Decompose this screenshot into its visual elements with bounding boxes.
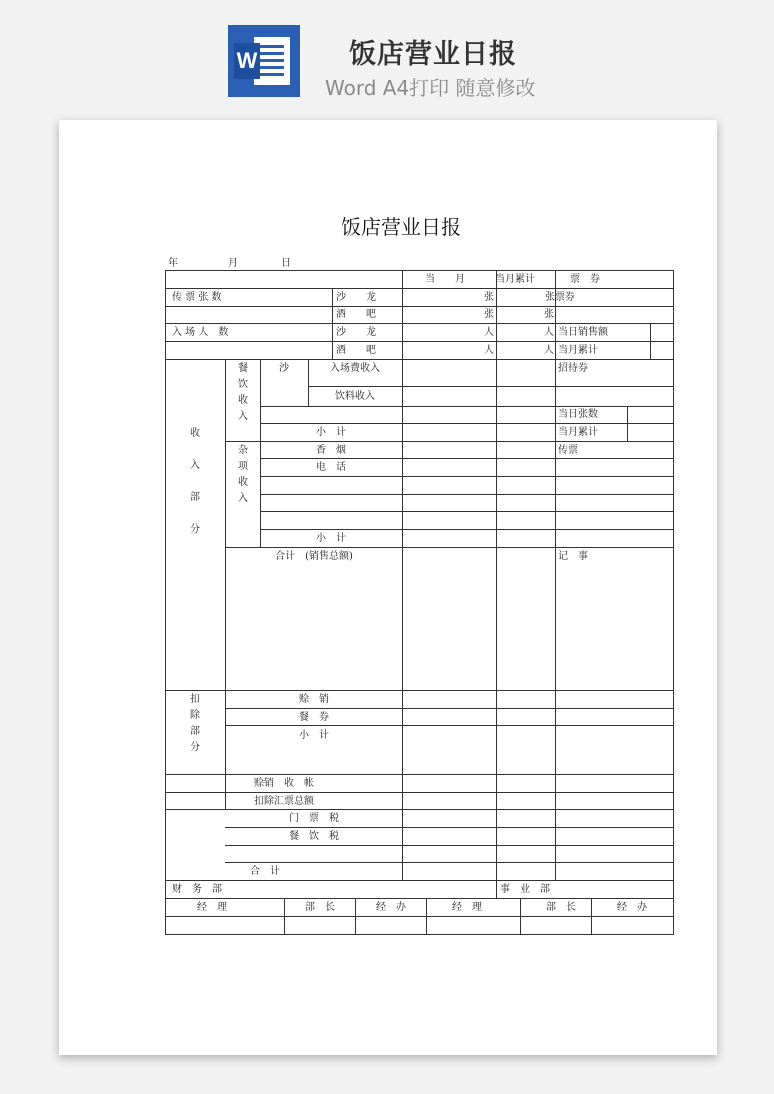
unit-zhang: 张: [484, 309, 494, 320]
entry-count-label: 入 场 人 数: [172, 327, 229, 338]
daily-count-label: 当日张数: [558, 409, 598, 420]
date-year: 年: [168, 258, 178, 269]
tickets-label: 张票券: [545, 292, 575, 303]
notes-label: 记 事: [558, 551, 588, 562]
monthly-cumulative-label: 当月累计: [558, 427, 598, 438]
drinks-income: 饮料收入: [335, 391, 375, 402]
misc-income-char: 杂: [238, 445, 248, 456]
daily-sales-label: 当日销售额: [558, 327, 608, 338]
deduction-section-char: 部: [190, 726, 200, 737]
catering-income-char: 餐: [238, 363, 248, 374]
document-title: 饭店营业日报: [341, 215, 461, 239]
total-sales-label: 合计 (销售总额): [275, 551, 353, 562]
salon-label: 沙 龙: [336, 292, 376, 303]
catering-tax-label: 餐 饮 税: [289, 831, 339, 842]
date-day: 日: [281, 258, 291, 269]
misc-subtotal: 小 计: [316, 533, 346, 544]
col-tickets: 票 券: [570, 274, 600, 285]
catering-income-char: 饮: [238, 379, 248, 390]
monthly-cumulative-label: 当月累计: [558, 345, 598, 356]
entry-fee-income: 入场费收入: [330, 363, 380, 374]
income-section-char: 部: [190, 492, 200, 503]
catering-subtotal: 小 计: [316, 427, 346, 438]
unit-ren: 人: [544, 327, 554, 338]
finance-dept-head: 部 长: [305, 902, 335, 913]
income-section-char: 收: [190, 428, 200, 439]
unit-ren: 人: [544, 345, 554, 356]
phone-label: 电 话: [316, 462, 346, 473]
word-letter: W: [236, 48, 258, 73]
unit-zhang: 张: [484, 292, 494, 303]
credit-sales-label: 赊 销: [299, 694, 329, 705]
tax-total-label: 合 计: [250, 866, 280, 877]
misc-income-char: 项: [238, 461, 248, 472]
deduct-total-label: 扣除汇票总额: [254, 796, 314, 807]
finance-dept-label: 财 务 部: [172, 884, 222, 895]
unit-ren: 人: [484, 345, 494, 356]
voucher-label: 招待券: [558, 363, 588, 374]
ticket-tax-label: 门 票 税: [289, 813, 339, 824]
business-dept-label: 事 业 部: [500, 884, 550, 895]
ticket-count-label: 传 票 张 数: [172, 292, 222, 303]
col-month-cumulative: 当月累计: [495, 274, 535, 285]
catering-income-char: 入: [238, 411, 248, 422]
vouchers-label: 传票: [558, 445, 578, 456]
unit-ren: 人: [484, 327, 494, 338]
income-section-char: 分: [190, 524, 200, 535]
deduction-section-char: 除: [190, 710, 200, 721]
finance-manager: 经 理: [197, 902, 227, 913]
col-current-month: 当 月: [425, 274, 465, 285]
business-dept-head: 部 长: [546, 902, 576, 913]
header-title: 饭店营业日报: [349, 39, 517, 70]
misc-income-char: 入: [238, 493, 248, 504]
catering-income-char: 收: [238, 395, 248, 406]
misc-income-char: 收: [238, 477, 248, 488]
meal-tickets-label: 餐 券: [299, 712, 329, 723]
deduction-section-char: 扣: [190, 694, 200, 705]
sha-label: 沙: [279, 363, 289, 374]
deduction-subtotal: 小 计: [299, 730, 329, 741]
unit-zhang: 张: [544, 309, 554, 320]
credit-collection-label: 赊销 收 帐: [254, 778, 314, 789]
bar-label: 酒 吧: [336, 309, 376, 320]
deduction-section-char: 分: [190, 742, 200, 753]
bar-label: 酒 吧: [336, 345, 376, 356]
salon-label: 沙 龙: [336, 327, 376, 338]
income-section-char: 入: [190, 460, 200, 471]
finance-handler: 经 办: [376, 902, 406, 913]
business-manager: 经 理: [452, 902, 482, 913]
date-month: 月: [228, 258, 238, 269]
header-subtitle: Word A4打印 随意修改: [325, 76, 536, 100]
business-handler: 经 办: [617, 902, 647, 913]
cigarettes-label: 香 烟: [316, 445, 346, 456]
